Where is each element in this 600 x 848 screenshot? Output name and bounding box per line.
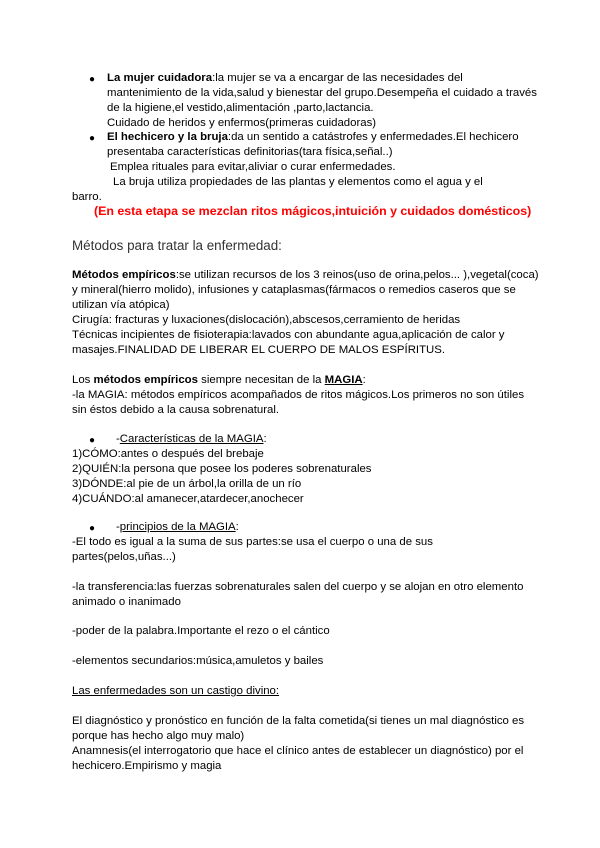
mujer-line4: Cuidado de heridos y enfermos(primeras cuidadoras) bbox=[107, 117, 377, 129]
empiricos-line2: y mineral(hierro molido), infusiones y cataplasmas(fármacos o remedios caseros que se bbox=[72, 284, 516, 296]
hechicero-line5: barro. bbox=[72, 191, 102, 203]
bullet-icon: ● bbox=[89, 133, 96, 144]
hechicero-line4: La bruja utiliza propiedades de las plantas y elementos como el agua y el bbox=[113, 176, 483, 188]
castigo-line1: El diagnóstico y pronóstico en función de la falta cometida(si tienes un mal diagnóstico es bbox=[72, 715, 525, 727]
castigo-heading: Las enfermedades son un castigo divino: bbox=[72, 685, 280, 697]
bullet-icon: ● bbox=[89, 74, 96, 85]
caracteristica-item: 2)QUIÉN:la persona que posee los poderes sobrenaturales bbox=[72, 463, 372, 475]
principios-heading: -principios de la MAGIA: bbox=[116, 521, 239, 533]
caracteristica-item: 4)CUÁNDO:al amanecer,atardecer,anochecer bbox=[72, 493, 304, 505]
empiricos-line6: masajes.FINALIDAD DE LIBERAR EL CUERPO DE MALOS ESPÍRITUS. bbox=[72, 344, 446, 356]
principio-2-line1: -la transferencia:las fuerzas sobrenaturales salen del cuerpo y se alojan en otro elemento bbox=[72, 581, 524, 593]
empiricos-line3: utilizan vía atópica) bbox=[72, 299, 170, 311]
empiricos-title: Métodos empíricos bbox=[72, 269, 176, 281]
empiricos-line1: Métodos empíricos:se utilizan recursos de los 3 reinos(uso de orina,pelos... ),vegetal(coca) bbox=[72, 269, 539, 281]
hechicero-line2: presentaba características definitorias(tara física,señal..) bbox=[107, 146, 393, 158]
hechicero-line3: Emplea rituales para evitar,aliviar o curar enfermedades. bbox=[110, 161, 396, 173]
mujer-title: La mujer cuidadora bbox=[107, 72, 213, 84]
bullet-icon: ● bbox=[89, 435, 96, 446]
hechicero-line1: El hechicero y la bruja:da un sentido a catástrofes y enfermedades.El hechicero bbox=[107, 131, 519, 143]
empiricos-line4: Cirugía: fracturas y luxaciones(dislocación),abscesos,cerramiento de heridas bbox=[72, 314, 461, 326]
caracteristica-item: 3)DÓNDE:al pie de un árbol,la orilla de un río bbox=[72, 478, 302, 490]
magia-intro-line1: Los métodos empíricos siempre necesitan de la MAGIA: bbox=[72, 374, 366, 386]
magia-keyword: MAGIA bbox=[324, 374, 363, 386]
section-heading: Métodos para tratar la enfermedad: bbox=[72, 238, 282, 253]
castigo-line2: porque has hecho algo muy malo) bbox=[72, 730, 245, 742]
caracteristica-item: 1)CÓMO:antes o después del brebaje bbox=[72, 448, 264, 460]
caracteristicas-heading: -Características de la MAGIA: bbox=[116, 433, 267, 445]
principio-4: -elementos secundarios:música,amuletos y bailes bbox=[72, 655, 324, 667]
principio-2-line2: animado o inanimado bbox=[72, 596, 181, 608]
principio-1-line2: partes(pelos,uñas...) bbox=[72, 551, 176, 563]
hechicero-title: El hechicero y la bruja bbox=[107, 131, 228, 143]
bullet-icon: ● bbox=[89, 523, 96, 534]
principio-3: -poder de la palabra.Importante el rezo o el cántico bbox=[72, 625, 330, 637]
empiricos-line5: Técnicas incipientes de fisioterapia:lavados con abundante agua,aplicación de calor y bbox=[72, 329, 505, 341]
mujer-line3: de la higiene,el vestido,alimentación ,parto,lactancia. bbox=[107, 102, 374, 114]
mujer-line2: mantenimiento de la vida,salud y bienestar del grupo.Desempeña el cuidado a través bbox=[107, 87, 537, 99]
castigo-line3: Anamnesis(el interrogatorio que hace el clínico antes de establecer un diagnóstico) por el bbox=[72, 745, 524, 757]
principio-1-line1: -El todo es igual a la suma de sus partes:se usa el cuerpo o una de sus bbox=[72, 536, 433, 548]
castigo-line4: hechicero.Empirismo y magia bbox=[72, 760, 222, 772]
red-note: (En esta etapa se mezclan ritos mágicos,intuición y cuidados domésticos) bbox=[94, 204, 532, 218]
magia-intro-line3: sin éstos debido a la causa sobrenatural. bbox=[72, 404, 280, 416]
mujer-line1: La mujer cuidadora:la mujer se va a encargar de las necesidades del bbox=[107, 72, 463, 84]
magia-intro-line2: -la MAGIA: métodos empíricos acompañados de ritos mágicos.Los primeros no son útiles bbox=[72, 389, 525, 401]
